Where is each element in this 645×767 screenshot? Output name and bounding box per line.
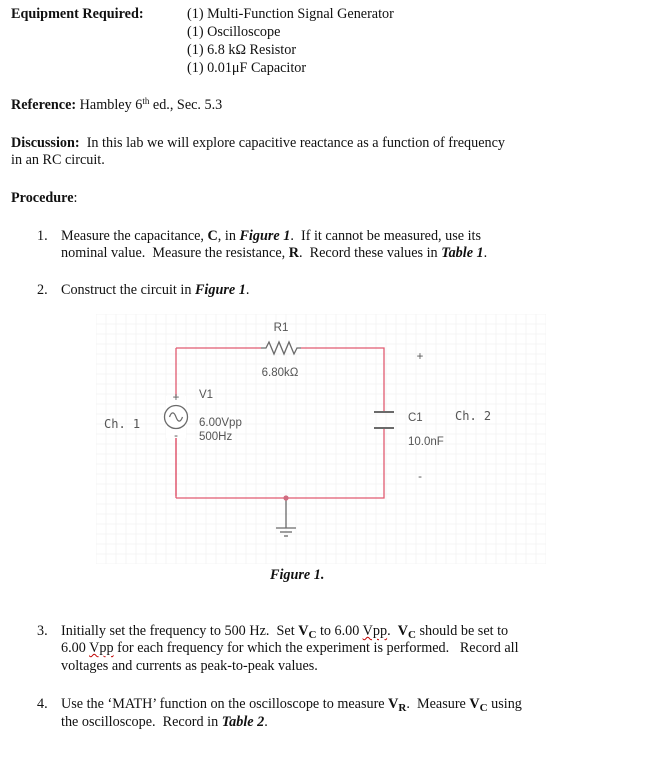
ground-node — [283, 495, 288, 500]
equipment-item: (1) 6.8 kΩ Resistor — [187, 42, 297, 58]
v1-amplitude: 6.00Vpp — [199, 417, 242, 429]
v1-name: V1 — [199, 389, 214, 401]
procedure-heading: Procedure: — [11, 190, 78, 206]
step-4-line-1: Use the ‘MATH’ function on the oscilloscope to measure $V_R$. Measure $V_C$ using — [61, 696, 522, 714]
c1-value: 10.0nF — [408, 436, 444, 448]
reference-line: Reference: Hambley 6th ed., Sec. 5.3 — [11, 96, 223, 113]
v1-frequency: 500Hz — [199, 431, 233, 443]
equipment-item: (1) 0.01μF Capacitor — [187, 60, 307, 76]
step-3-line-3: voltages and currents as peak-to-peak values. — [61, 658, 318, 674]
step-2-line: Construct the circuit in Figure 1. — [61, 282, 250, 298]
discussion-line-2: in an RC circuit. — [11, 152, 105, 168]
c1-plus-sign: + — [416, 351, 424, 363]
grid — [96, 314, 546, 564]
source-plus-sign: + — [172, 392, 180, 404]
r1-value: 6.80kΩ — [261, 367, 299, 379]
step-number: 2. — [37, 282, 48, 298]
equipment-label: Equipment Required: — [11, 6, 144, 22]
discussion-line-1: Discussion: In this lab we will explore capacitive reactance as a function of frequency — [11, 135, 506, 151]
channel-2-label: Ch. 2 — [455, 409, 492, 423]
step-4-line-2: the oscilloscope. Record in Table 2. — [61, 714, 268, 730]
reference-label: Reference: — [11, 97, 77, 113]
step-number: 3. — [37, 623, 48, 639]
wire-top-right — [301, 348, 384, 412]
step-3-line-2: 6.00 Vpp for each frequency for which the experiment is performed. Record all — [61, 640, 519, 656]
step-number: 4. — [37, 696, 48, 712]
c1-name: C1 — [408, 412, 423, 424]
channel-1-label: Ch. 1 — [104, 417, 141, 431]
equipment-item: (1) Oscilloscope — [187, 24, 281, 40]
source-minus-sign: - — [174, 430, 178, 442]
step-1-line-1: Measure the capacitance, C, in Figure 1. If it cannot be measured, use its — [61, 228, 482, 244]
step-1-line-2: nominal value. Measure the resistance, R. Record these values in Table 1. — [61, 245, 488, 261]
discussion-label: Discussion: — [11, 135, 80, 151]
capacitor-c1 — [374, 412, 394, 428]
equipment-item: (1) Multi-Function Signal Generator — [187, 6, 394, 22]
step-number: 1. — [37, 228, 48, 244]
r1-name: R1 — [273, 322, 289, 334]
figure-caption: Figure 1. — [270, 567, 325, 583]
c1-minus-sign: - — [418, 471, 422, 483]
circuit-diagram — [96, 314, 546, 564]
step-3-line-1: Initially set the frequency to 500 Hz. Set $V_C$ to 6.00 Vpp. $V_C$ should be set to — [61, 623, 509, 641]
